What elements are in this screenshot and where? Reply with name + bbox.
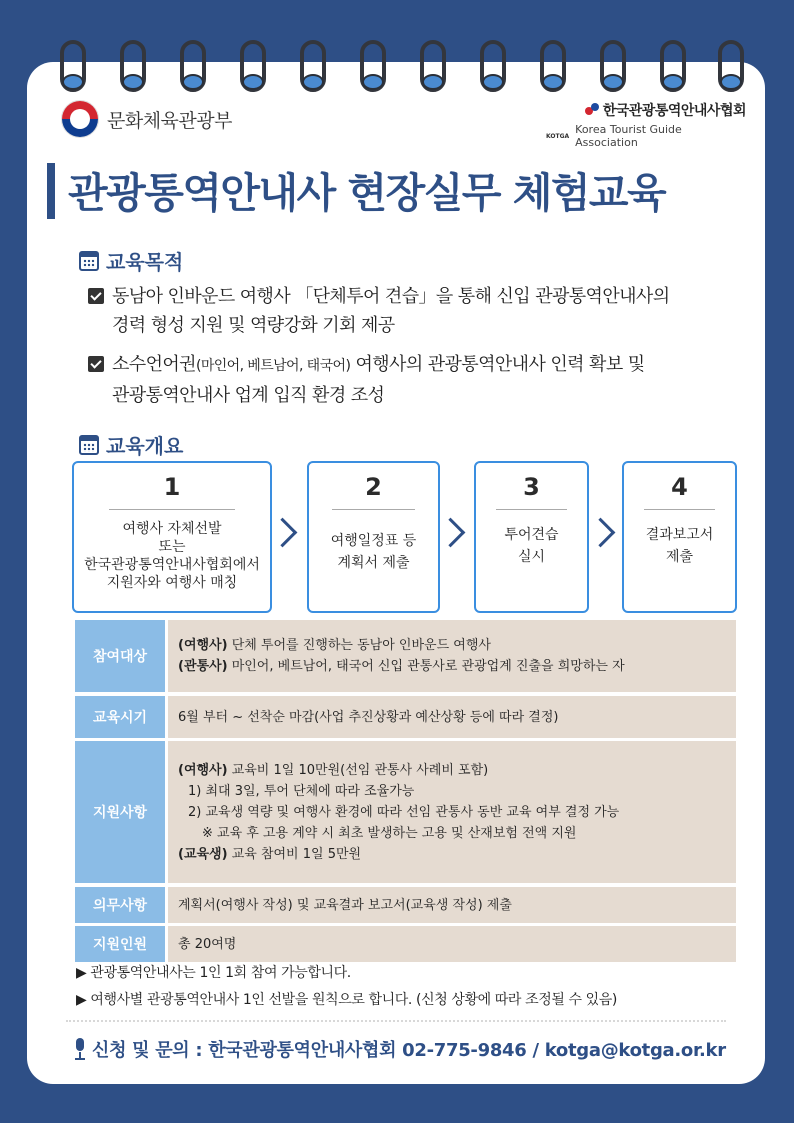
binder-ring (600, 40, 626, 92)
checkbox-icon (88, 356, 104, 372)
contact-text: 신청 및 문의 : 한국관광통역안내사협회 02-775-9846 / kotga@kotga.or.kr (92, 1040, 726, 1061)
table-row-support: 지원사항 (여행사) 교육비 1일 10만원(선임 관통사 사례비 포함) 1) 최대 3일, 투어 단체에 따라 조율가능 2) 교육생 역량 및 여행사 환경에 따라 선임 관통사 동반 교육 여부 결정 가능 ※ 교육 후 고용 계약 시 최초 발생하는 고용 및 산재보험 전액 지원 (교육생) 교육 참여비 1일 5만원 (75, 741, 736, 883)
purpose-heading: 교육목적 (79, 246, 183, 275)
purpose-item-2: 소수언어권(마인어, 베트남어, 태국어) 여행사의 관광통역안내사 인력 확보 및 관광통역안내사 업계 입직 환경 조성 (88, 350, 645, 410)
divider (66, 1020, 726, 1022)
title-accent-bar (47, 163, 55, 219)
table-row-participants: 참여대상 (여행사) 단체 투어를 진행하는 동남아 인바운드 여행사 (관통사) 마인어, 베트남어, 태국어 신입 관통사로 관광업계 진출을 희망하는 자 (75, 620, 736, 692)
table-row-duty: 의무사항 계획서(여행사 작성) 및 교육결과 보고서(교육생 작성) 제출 (75, 887, 736, 923)
ministry-name: 문화체육관광부 (107, 109, 232, 132)
note-1: ▶ 관광통역안내사는 1인 1회 참여 가능합니다. (76, 965, 351, 981)
binder-ring (60, 40, 86, 92)
note-2: ▶ 여행사별 관광통역안내사 1인 선발을 원칙으로 합니다. (신청 상황에 따라 조정될 수 있음) (76, 992, 617, 1008)
step-4-card: 4 결과보고서 제출 (622, 461, 737, 613)
binder-ring (540, 40, 566, 92)
microphone-icon (74, 1038, 86, 1060)
association-name-ko: 한국관광통역안내사협회 (602, 103, 746, 119)
contact-line (74, 1036, 726, 1062)
association-name-en: Korea Tourist Guide Association (575, 123, 682, 149)
binder-ring (180, 40, 206, 92)
page-title: 관광통역안내사 현장실무 체험교육 (68, 169, 666, 217)
kotga-mark-icon (585, 103, 599, 117)
purpose-item-1: 동남아 인바운드 여행사 「단체투어 견습」을 통해 신입 관광통역안내사의 경력 형성 지원 및 역량강화 기회 제공 (88, 282, 670, 340)
binder-ring (718, 40, 744, 92)
checkbox-icon (88, 288, 104, 304)
step-3-card: 3 투어견습 실시 (474, 461, 589, 613)
calendar-icon (79, 251, 99, 271)
taegeuk-icon (61, 100, 99, 138)
table-row-count: 지원인원 총 20여명 (75, 926, 736, 962)
association-logo (546, 100, 746, 149)
binder-ring (360, 40, 386, 92)
table-row-period: 교육시기 6월 부터 ~ 선착순 마감(사업 추진상황과 예산상황 등에 따라 결정) (75, 696, 736, 738)
calendar-icon (79, 435, 99, 455)
ministry-logo (61, 100, 232, 138)
binder-ring (120, 40, 146, 92)
overview-heading: 교육개요 (79, 430, 183, 459)
binder-ring (240, 40, 266, 92)
binder-ring (660, 40, 686, 92)
step-1-card: 1 여행사 자체선발 또는 한국관광통역안내사협회에서 지원자와 여행사 매칭 (72, 461, 272, 613)
binder-ring (420, 40, 446, 92)
binder-ring (300, 40, 326, 92)
binder-ring (480, 40, 506, 92)
association-abbr: KOTGA (546, 132, 570, 140)
step-2-card: 2 여행일정표 등 계획서 제출 (307, 461, 440, 613)
